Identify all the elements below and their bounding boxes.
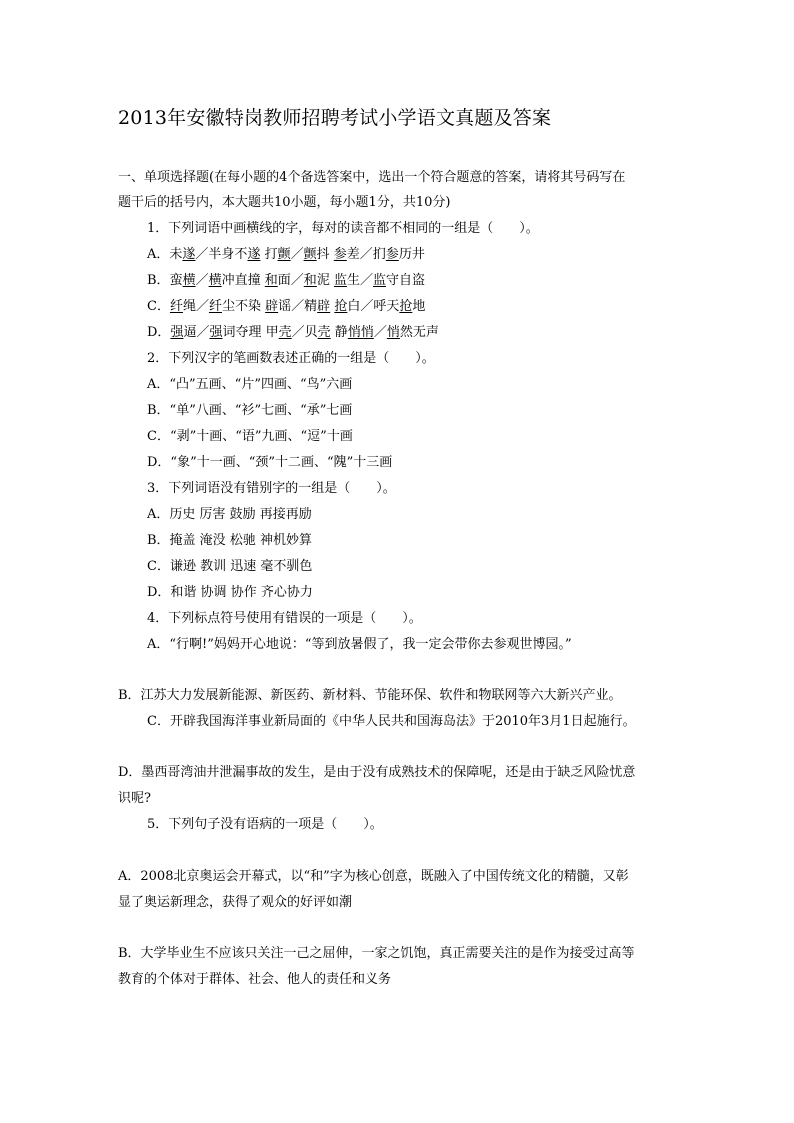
q2-option-c: C．“剥”十画、“语”九画、“逗”十画 bbox=[147, 429, 353, 444]
option-text: 泥 bbox=[316, 273, 334, 288]
option-text: 打 bbox=[260, 247, 278, 262]
underlined-character: 遂 bbox=[182, 247, 196, 262]
underlined-character: 颤 bbox=[303, 247, 317, 262]
underlined-character: 强 bbox=[209, 325, 223, 340]
q1-option-d bbox=[147, 323, 439, 343]
option-text: 地 bbox=[412, 299, 426, 314]
underlined-character: 颤 bbox=[277, 247, 291, 262]
option-text: 抖 bbox=[316, 247, 334, 262]
option-text: 生／ bbox=[346, 273, 373, 288]
q3-stem: 3．下列词语没有错别字的一组是（ ）。 bbox=[147, 481, 396, 496]
option-letter: A． bbox=[147, 247, 170, 262]
underlined-character: 悄悄 bbox=[347, 325, 374, 340]
option-text: ／ bbox=[195, 273, 209, 288]
q2-option-d: D．“象”十一画、“颈”十二画、“隗”十三画 bbox=[147, 455, 393, 470]
option-text: ／ bbox=[373, 325, 387, 340]
underlined-character: 辟 bbox=[265, 299, 279, 314]
underlined-character: 悄 bbox=[386, 325, 400, 340]
option-text: ／ bbox=[290, 247, 304, 262]
option-text: 静 bbox=[330, 325, 348, 340]
underlined-character: 监 bbox=[333, 273, 347, 288]
option-letter: D． bbox=[147, 325, 171, 340]
q1-option-b bbox=[147, 271, 425, 291]
q1-option-c bbox=[147, 297, 425, 317]
underlined-character: 抢 bbox=[334, 299, 348, 314]
option-text: 面／ bbox=[277, 273, 304, 288]
q3-option-a: A．历史 厉害 鼓励 再接再励 bbox=[147, 507, 312, 522]
underlined-character: 强 bbox=[170, 325, 184, 340]
q4-option-d-line-1: D．墨西哥湾油井泄漏事故的发生，是由于没有成熟技术的保障呢，还是由于缺乏风险忧意 bbox=[118, 765, 636, 780]
option-text: 蛮 bbox=[169, 273, 183, 288]
underlined-character: 横 bbox=[208, 273, 222, 288]
q3-option-c: C．谦逊 教训 迅速 毫不驯色 bbox=[147, 559, 313, 574]
underlined-character: 遂 bbox=[247, 247, 261, 262]
underlined-character: 横 bbox=[182, 273, 196, 288]
q3-option-d: D．和谐 协调 协作 齐心协力 bbox=[147, 585, 313, 600]
q2-option-a: A．“凸”五画、“片”四画、“鸟”六画 bbox=[147, 377, 353, 392]
option-text: ／半身不 bbox=[195, 247, 248, 262]
option-text: 白／呼天 bbox=[347, 299, 400, 314]
document-title: 2013年安徽特岗教师招聘考试小学语文真题及答案 bbox=[118, 107, 552, 129]
option-text: 尘不染 bbox=[222, 299, 266, 314]
underlined-character: 监 bbox=[372, 273, 386, 288]
underlined-character: 和 bbox=[264, 273, 278, 288]
q5-option-a-line-1: A．2008北京奥运会开幕式，以“和”字为核心创意，既融入了中国传统文化的精髓，又彰 bbox=[118, 869, 629, 884]
q4-stem: 4．下列标点符号使用有错误的一项是（ ）。 bbox=[147, 611, 422, 626]
q5-option-b-line-2: 教育的个体对于群体、社会、他人的责任和义务 bbox=[118, 972, 392, 987]
option-letter: C． bbox=[147, 299, 170, 314]
q5-stem: 5．下列句子没有语病的一项是（ ）。 bbox=[147, 817, 383, 832]
q1-option-a bbox=[147, 245, 425, 265]
option-text: ／贝 bbox=[291, 325, 318, 340]
option-text: 冲直撞 bbox=[221, 273, 265, 288]
option-text: 然无声 bbox=[399, 325, 439, 340]
underlined-character: 参 bbox=[333, 247, 347, 262]
q4-option-c: C．开辟我国海洋事业新局面的《中华人民共和国海岛法》于2010年3月1日起施行。 bbox=[147, 714, 636, 729]
underlined-character: 和 bbox=[303, 273, 317, 288]
option-text: 差／扪 bbox=[346, 247, 386, 262]
q4-option-d-line-2: 识呢? bbox=[118, 791, 151, 806]
underlined-character: 参 bbox=[385, 247, 399, 262]
q2-option-b: B．“单”八画、“衫”七画、“承”七画 bbox=[147, 403, 353, 418]
q4-option-a: A．“行啊!”妈妈开心地说：“等到放暑假了，我一定会带你去参观世博园。” bbox=[147, 637, 572, 652]
option-text: 绳／ bbox=[182, 299, 209, 314]
underlined-character: 辟 bbox=[317, 299, 331, 314]
underlined-character: 纤 bbox=[208, 299, 222, 314]
option-letter: B． bbox=[147, 273, 170, 288]
underlined-character: 纤 bbox=[169, 299, 183, 314]
underlined-character: 壳 bbox=[278, 325, 292, 340]
q5-option-b-line-1: B．大学毕业生不应该只关注一己之屈伸，一家之饥饱，真正需要关注的是作为接受过高等 bbox=[118, 946, 635, 961]
underlined-character: 壳 bbox=[317, 325, 331, 340]
option-text: 词夺理 甲 bbox=[222, 325, 279, 340]
section-heading-line-1: 一、单项选择题(在每小题的4个备选答案中，选出一个符合题意的答案，请将其号码写在 bbox=[118, 170, 626, 185]
q1-stem: 1．下列词语中画横线的字，每对的读音都不相同的一组是（ ）。 bbox=[147, 221, 539, 236]
option-text: 历井 bbox=[398, 247, 425, 262]
option-text: 谣／精 bbox=[278, 299, 318, 314]
section-heading-line-2: 题干后的括号内，本大题共10小题，每小题1分，共10分) bbox=[118, 195, 451, 210]
q4-option-b: B．江苏大力发展新能源、新医药、新材料、节能环保、软件和物联网等六大新兴产业。 bbox=[118, 688, 622, 703]
underlined-character: 抢 bbox=[399, 299, 413, 314]
q2-stem: 2．下列汉字的笔画数表述正确的一组是（ ）。 bbox=[147, 351, 435, 366]
option-text: 守自盗 bbox=[386, 273, 426, 288]
q5-option-a-line-2: 显了奥运新理念，获得了观众的好评如潮 bbox=[118, 895, 353, 910]
option-text: 未 bbox=[169, 247, 183, 262]
q3-option-b: B．掩盖 淹没 松驰 神机妙算 bbox=[147, 533, 312, 548]
option-text: 逼／ bbox=[183, 325, 210, 340]
